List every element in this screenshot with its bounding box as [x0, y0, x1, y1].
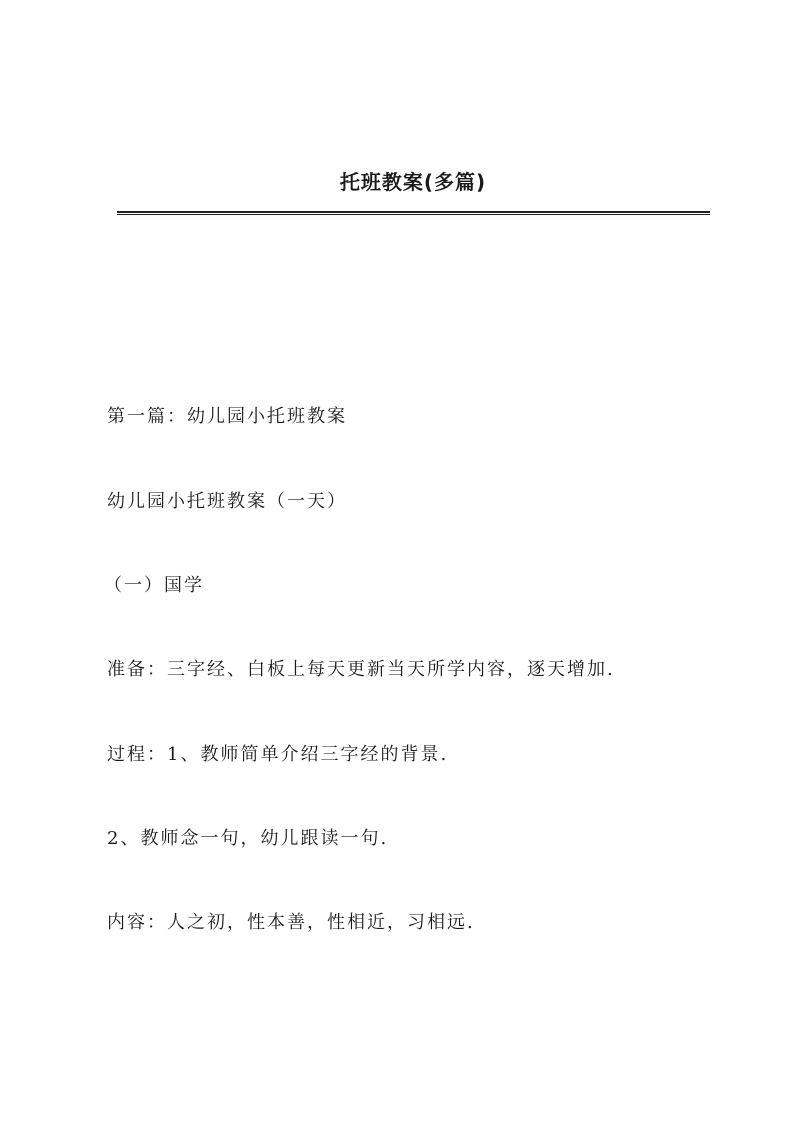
section-heading: 第一篇：幼儿园小托班教案 [107, 406, 347, 427]
content-paragraph: 内容：人之初，性本善，性相近，习相远. [107, 912, 475, 933]
subsection-heading: （一）国学 [104, 575, 204, 596]
page-title: 托班教案(多篇) [339, 170, 487, 194]
process-step-2: 2、教师念一句，幼儿跟读一句. [107, 828, 389, 849]
preparation-paragraph: 准备：三字经、白板上每天更新当天所学内容，逐天增加. [107, 659, 615, 680]
lesson-title: 幼儿园小托班教案（一天） [107, 491, 347, 512]
title-divider [117, 211, 710, 215]
process-step-1: 过程：1、教师简单介绍三字经的背景. [107, 744, 449, 765]
